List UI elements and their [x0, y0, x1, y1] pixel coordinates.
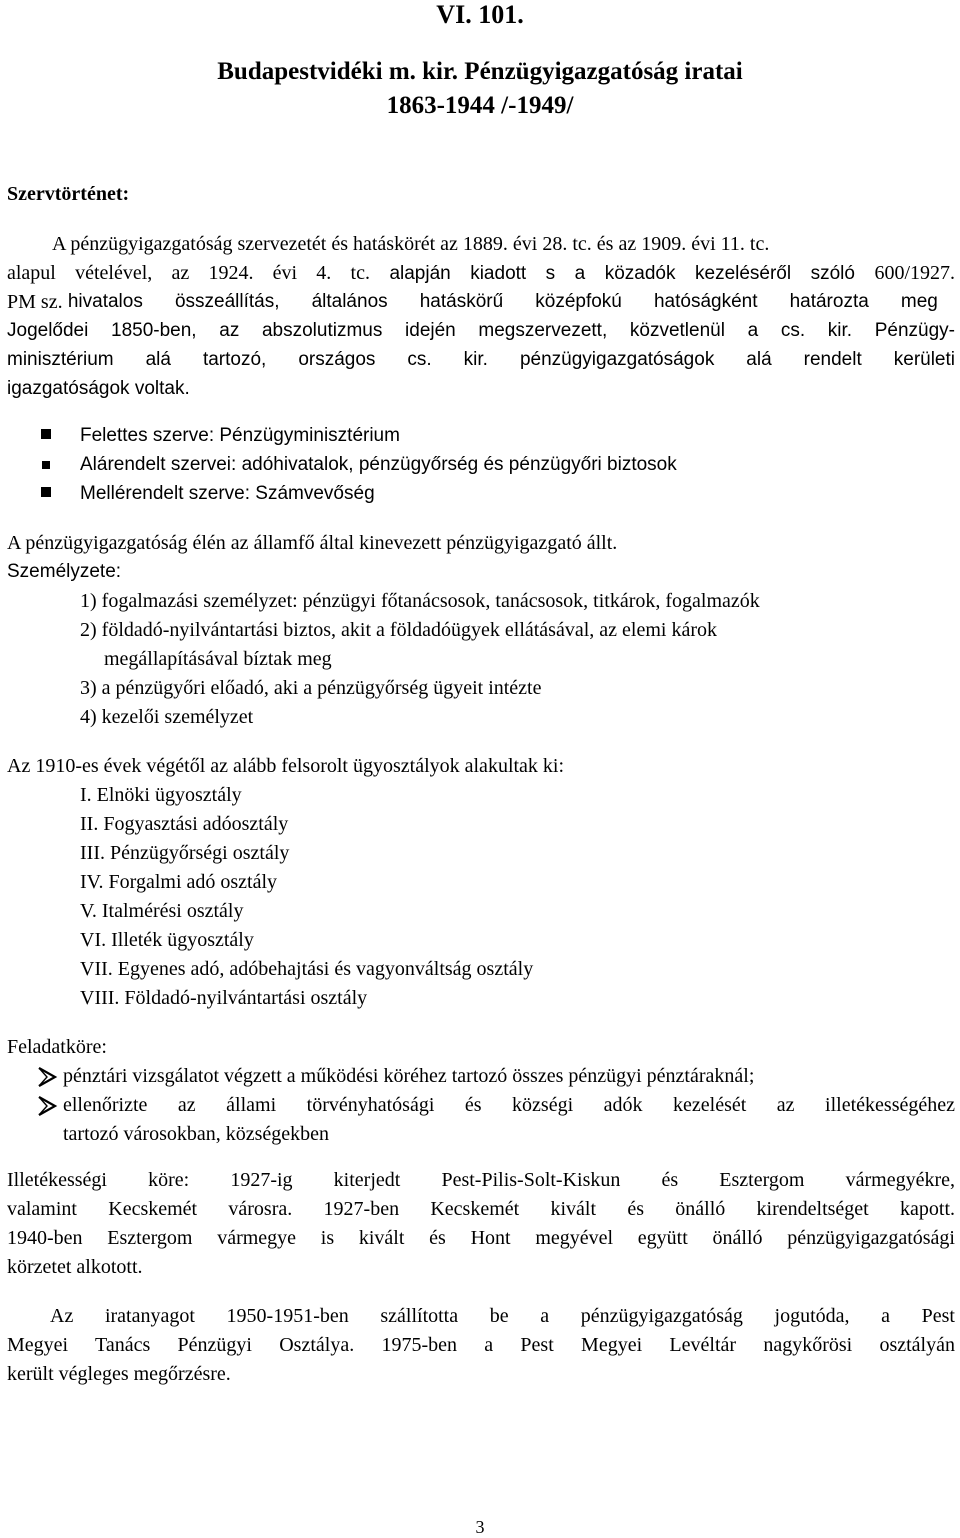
- subordinate-organs: Alárendelt szervei: adóhivatalok, pénzügyőrség és pénzügyőri biztosok: [80, 454, 677, 475]
- archive-line-1: Az iratanyagot 1950-1951-ben szállította be a pénzügyigazgatóság jogutóda, a Pest: [50, 1305, 955, 1327]
- arrow-bullet-icon: [35, 1093, 61, 1119]
- history-line-3: [7, 288, 955, 316]
- history-line-4: Jogelődei 1850-ben, az abszolutizmus idején megszervezett, közvetlenül a cs. kir. Pénzügy-: [7, 320, 955, 341]
- document-code: VI. 101.: [436, 0, 524, 29]
- coordinate-organ: Mellérendelt szerve: Számvevőség: [80, 483, 375, 504]
- staff-heading: Személyzete:: [7, 561, 122, 582]
- jurisdiction-line-3: 1940-ben Esztergom vármegye is kivált és Hont megyével együtt önálló pénzügyigazgatósági: [7, 1227, 955, 1249]
- task-item-1: pénztári vizsgálatot végzett a működési köréhez tartozó összes pénzügyi pénztáraknál;: [63, 1065, 755, 1087]
- department-item: I. Elnöki ügyosztály: [80, 784, 242, 806]
- department-item: VIII. Földadó-nyilvántartási osztály: [80, 987, 368, 1009]
- department-item: V. Italmérési osztály: [80, 900, 244, 922]
- history-line-1: A pénzügyigazgatóság szervezetét és hatáskörét az 1889. évi 28. tc. és az 1909. évi 11. tc.: [52, 233, 770, 255]
- square-bullet-icon: [42, 461, 50, 469]
- department-item: IV. Forgalmi adó osztály: [80, 871, 278, 893]
- square-bullet-icon: [41, 429, 51, 439]
- jurisdiction-line-1: Illetékességi köre: 1927-ig kiterjedt Pest-Pilis-Solt-Kiskun és Esztergom vármegyékre,: [7, 1169, 955, 1191]
- staff-item-2-continued: megállapításával bíztak meg: [104, 648, 332, 670]
- staff-item-1: 1) fogalmazási személyzet: pénzügyi főtanácsosok, tanácsosok, titkárok, fogalmazók: [80, 590, 760, 612]
- superior-organ: Felettes szerve: Pénzügyminisztérium: [80, 425, 400, 446]
- document-date-range: 1863-1944 /-1949/: [386, 92, 574, 119]
- history-line-3-text: hivatalos összeállítás, általános hatáskörű középfokú hatóságként határozta meg: [67, 291, 938, 312]
- department-item: III. Pénzügyőrségi osztály: [80, 842, 290, 864]
- history-line-2: alapul vételével, az 1924. évi 4. tc. alapján kiadott s a közadók kezeléséről szóló 600/1927.: [7, 262, 956, 284]
- staff-item-3: 3) a pénzügyőri előadó, aki a pénzügyőrség ügyeit intézte: [80, 677, 542, 699]
- arrow-bullet-icon: [35, 1064, 61, 1090]
- leadership-text: A pénzügyigazgatóság élén az államfő által kinevezett pénzügyigazgató állt.: [7, 532, 618, 554]
- department-item: VI. Illeték ügyosztály: [80, 929, 254, 951]
- history-line-6: igazgatóságok voltak.: [7, 378, 190, 399]
- department-item: II. Fogyasztási adóosztály: [80, 813, 289, 835]
- staff-item-4: 4) kezelői személyzet: [80, 706, 254, 728]
- page-number: 3: [475, 1517, 485, 1537]
- document-title: Budapestvidéki m. kir. Pénzügyigazgatóság iratai: [217, 58, 743, 85]
- department-item: VII. Egyenes adó, adóbehajtási és vagyonváltság osztály: [80, 958, 534, 980]
- square-bullet-icon: [41, 487, 51, 497]
- archive-line-3: került végleges megőrzésre.: [7, 1363, 231, 1385]
- jurisdiction-line-4: körzetet alkotott.: [7, 1256, 143, 1278]
- tasks-heading: Feladatköre:: [7, 1036, 107, 1058]
- task-item-2-continued: tartozó városokban, községekben: [63, 1123, 330, 1145]
- history-heading: Szervtörténet:: [7, 183, 130, 205]
- history-line-5: minisztérium alá tartozó, országos cs. kir. pénzügyigazgatóságok alá rendelt kerületi: [7, 349, 955, 370]
- jurisdiction-line-2: valamint Kecskemét városra. 1927-ben Kecskemét kivált és önálló kirendeltséget kapott.: [7, 1198, 955, 1220]
- staff-item-2: 2) földadó-nyilvántartási biztos, akit a földadóügyek ellátásával, az elemi károk: [80, 619, 717, 641]
- departments-intro: Az 1910-es évek végétől az alább felsorolt ügyosztályok alakultak ki:: [7, 755, 565, 777]
- history-line-3-prefix: PM sz.: [7, 291, 63, 313]
- archive-line-2: Megyei Tanács Pénzügyi Osztálya. 1975-ben a Pest Megyei Levéltár nagykőrösi osztályán: [7, 1334, 955, 1356]
- task-item-2: ellenőrizte az állami törvényhatósági és községi adók kezelését az illetékességéhez: [63, 1094, 955, 1116]
